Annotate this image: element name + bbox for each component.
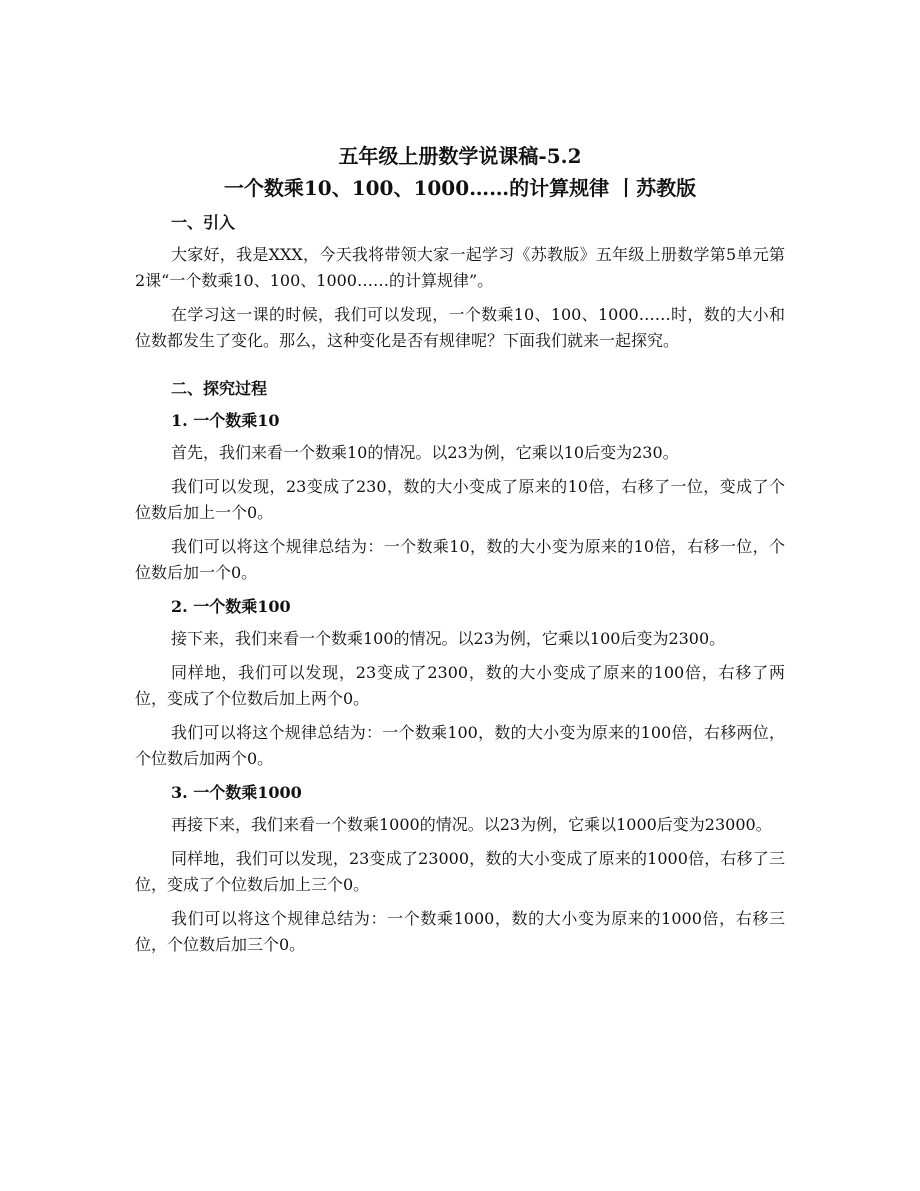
part3-paragraph-3: 我们可以将这个规律总结为：一个数乘1000，数的大小变为原来的1000倍，右移三位，个位数后加三个0。 xyxy=(135,909,785,954)
intro-paragraph-1: 大家好，我是XXX，今天我将带领大家一起学习《苏教版》五年级上册数学第5单元第2课“一个数乘10、100、1000……的计算规律”。 xyxy=(135,245,785,290)
part2-heading: 2. 一个数乘100 xyxy=(171,597,291,616)
title-line-2: 一个数乘10、100、1000……的计算规律 丨苏教版 xyxy=(223,176,697,200)
part2-paragraph-2: 同样地，我们可以发现，23变成了2300，数的大小变成了原来的100倍，右移了两位，变成了个位数后加上两个0。 xyxy=(135,663,785,708)
intro-heading: 一、引入 xyxy=(171,213,236,232)
part2-paragraph-1: 接下来，我们来看一个数乘100的情况。以23为例，它乘以100后变为2300。 xyxy=(171,629,726,648)
part1-paragraph-1: 首先，我们来看一个数乘10的情况。以23为例，它乘以10后变为230。 xyxy=(171,443,679,462)
document-title xyxy=(135,140,785,204)
intro-paragraph-2: 在学习这一课的时候，我们可以发现，一个数乘10、100、1000……时，数的大小和位数都发生了变化。那么，这种变化是否有规律呢？下面我们就来一起探究。 xyxy=(135,305,785,350)
part1-paragraph-2: 我们可以发现，23变成了230，数的大小变成了原来的10倍，右移了一位，变成了个位数后加上一个0。 xyxy=(135,477,785,522)
explore-heading: 二、探究过程 xyxy=(171,379,268,398)
title-line-1: 五年级上册数学说课稿-5.2 xyxy=(338,144,582,168)
part2-paragraph-3: 我们可以将这个规律总结为：一个数乘100，数的大小变为原来的100倍，右移两位，个位数后加两个0。 xyxy=(135,723,785,768)
part3-paragraph-1: 再接下来，我们来看一个数乘1000的情况。以23为例，它乘以1000后变为23000。 xyxy=(171,815,772,834)
part1-heading: 1. 一个数乘10 xyxy=(171,411,280,430)
part3-heading: 3. 一个数乘1000 xyxy=(171,783,302,802)
document-page xyxy=(135,140,785,966)
part1-paragraph-3: 我们可以将这个规律总结为：一个数乘10，数的大小变为原来的10倍，右移一位，个位数后加一个0。 xyxy=(135,537,785,582)
part3-paragraph-2: 同样地，我们可以发现，23变成了23000，数的大小变成了原来的1000倍，右移了三位，变成了个位数后加上三个0。 xyxy=(135,849,785,894)
